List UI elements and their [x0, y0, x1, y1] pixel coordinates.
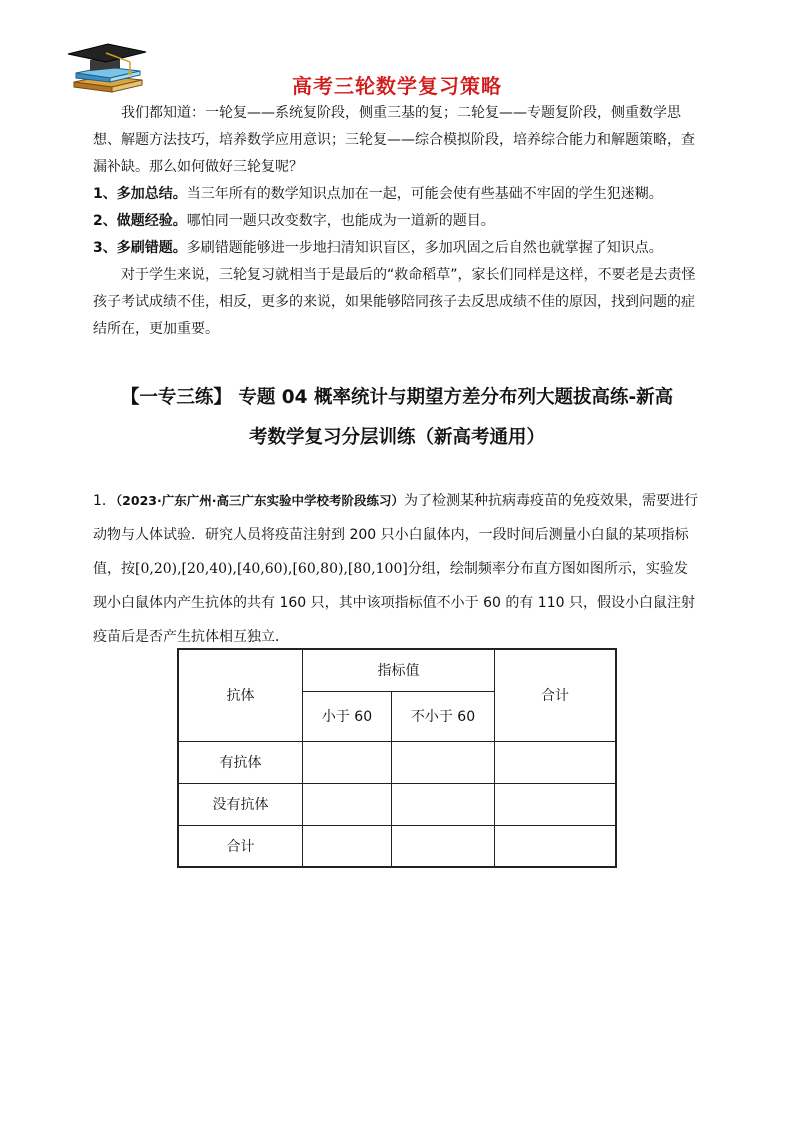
table-row-label: 没有抗体 [178, 783, 303, 825]
strategy-point-3 [93, 235, 699, 262]
table-cell [392, 783, 495, 825]
table-cell [495, 741, 617, 783]
table-col-less-60: 小于 60 [303, 691, 392, 741]
table-corner-cell: 抗体 [178, 649, 303, 741]
strategy-point-2 [93, 208, 699, 235]
strategy-point-1 [93, 181, 699, 208]
header-title: 高考三轮数学复习策略 [292, 74, 502, 98]
worksheet-title [80, 378, 714, 458]
table-cell [303, 741, 392, 783]
strategy-point-text: 当三年所有的数学知识点加在一起，可能会使有些基础不牢固的学生犯迷糊。 [186, 186, 663, 202]
question-source: （2023·广东广州·高三广东实验中学校考阶段练习） [115, 493, 404, 508]
intro-section [93, 100, 699, 343]
worksheet-title-line-2: 考数学复习分层训练（新高考通用） [248, 427, 545, 448]
table-row [178, 825, 616, 867]
question-1 [93, 484, 699, 654]
question-text-b: 分组，绘制频率分布直方图如图所示，实验发现小白鼠体内产生抗体的共有 160 只，其中该项指标值不小于 60 的有 110 只，假设小白鼠注射疫苗后是否产生抗体相互独立． [93, 561, 695, 645]
table-group-header: 指标值 [303, 649, 495, 691]
closing-paragraph: 对于学生来说，三轮复习就相当于是最后的“救命稻草”，家长们同样是这样，不要老是去责怪孩子考试成绩不佳，相反，更多的来说，如果能够陪同孩子去反思成绩不佳的原因，找到问题的症结所在，更加重要。 [93, 267, 696, 337]
table-col-not-less-60: 不小于 60 [392, 691, 495, 741]
table-cell [303, 783, 392, 825]
table-cell [495, 825, 617, 867]
strategy-point-label: 1、多加总结。 [93, 186, 187, 202]
strategy-point-text: 多刷错题能够进一步地扫清知识盲区，多加巩固之后自然也就掌握了知识点。 [186, 240, 663, 256]
intro-paragraph: 我们都知道：一轮复——系统复阶段，侧重三基的复；二轮复——专题复阶段，侧重数学思想、解题方法技巧，培养数学应用意识；三轮复——综合模拟阶段，培养综合能力和解题策略，查漏补缺。那么如何做好三轮复呢？ [93, 105, 695, 175]
table-cell [392, 825, 495, 867]
strategy-point-label: 3、多刷错题。 [93, 240, 187, 256]
strategy-point-label: 2、做题经验。 [93, 213, 187, 229]
table-row [178, 741, 616, 783]
question-number: 1． [93, 493, 116, 509]
table-row [178, 783, 616, 825]
interval-list: [0,20),[20,40),[40,60),[60,80),[80,100] [135, 561, 408, 577]
table-row-label: 合计 [178, 825, 303, 867]
table-cell [392, 741, 495, 783]
contingency-table [177, 648, 617, 868]
table-cell [495, 783, 617, 825]
question-text-a: 为了检测某种抗病毒疫苗的免疫效果，需要进行动物与人体试验．研究人员将疫苗注射到 200 只小白鼠体内，一段时间后测量小白鼠的某项指标值，按 [93, 493, 698, 577]
strategy-point-text: 哪怕同一题只改变数字，也能成为一道新的题目。 [186, 213, 495, 229]
table-cell [303, 825, 392, 867]
table-total-header: 合计 [495, 649, 617, 741]
worksheet-title-line-1: 【一专三练】 专题 04 概率统计与期望方差分布列大题拔高练-新高 [120, 387, 674, 408]
table-row-label: 有抗体 [178, 741, 303, 783]
